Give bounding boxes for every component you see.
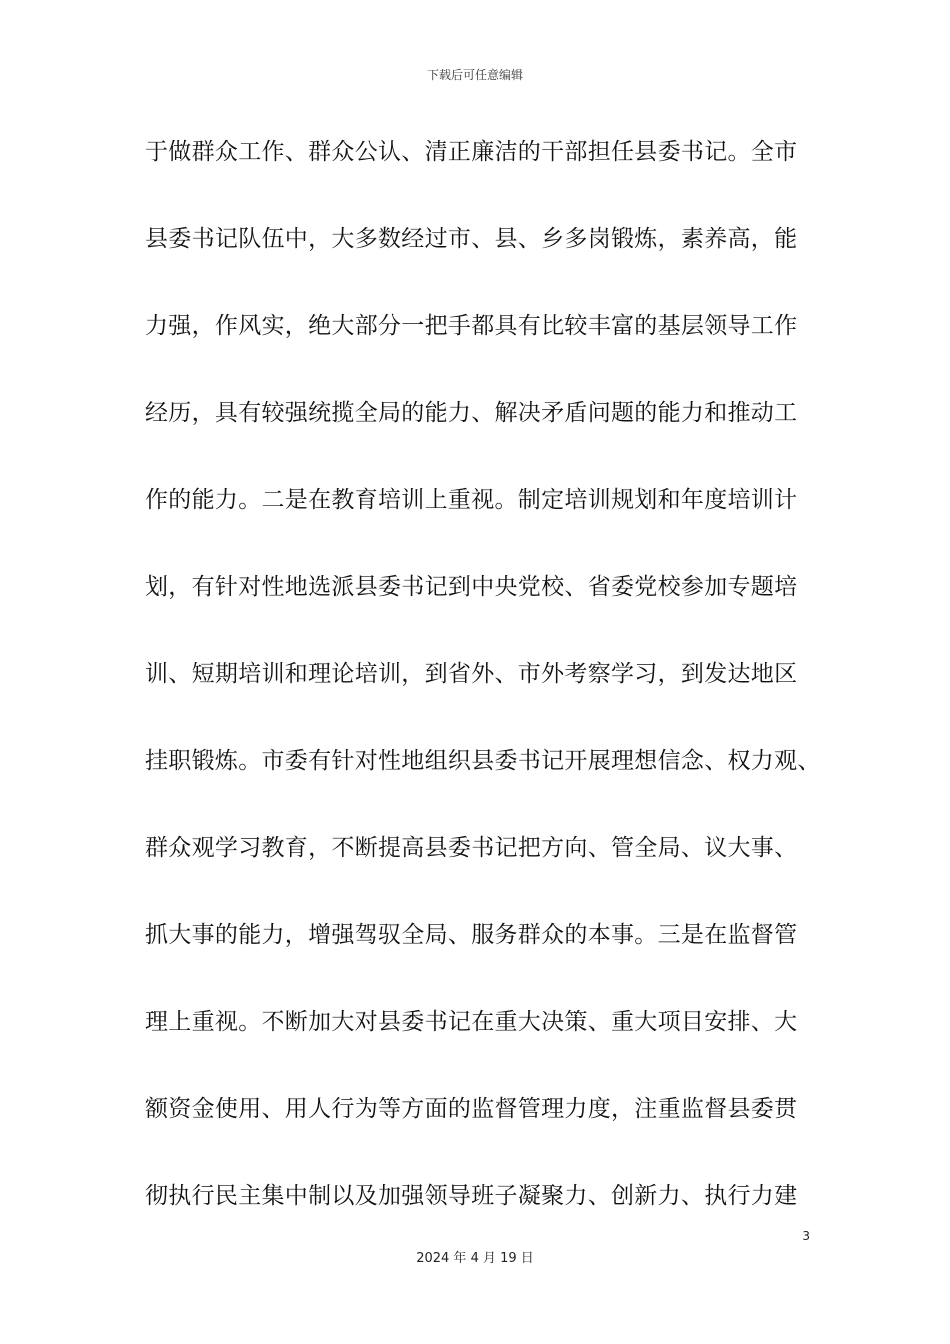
text-line: 经历，具有较强统揽全局的能力、解决矛盾问题的能力和推动工	[145, 400, 798, 426]
text-line: 抓大事的能力，增强驾驭全局、服务群众的本事。三是在监督管	[145, 922, 798, 948]
text-line: 理上重视。不断加大对县委书记在重大决策、重大项目安排、大	[145, 1009, 798, 1035]
text-line: 挂职锻炼。市委有针对性地组织县委书记开展理想信念、权力观、	[145, 748, 821, 774]
text-line: 于做群众工作、群众公认、清正廉洁的干部担任县委书记。全市	[145, 139, 798, 165]
text-line: 训、短期培训和理论培训，到省外、市外考察学习，到发达地区	[145, 661, 798, 687]
text-line: 作的能力。二是在教育培训上重视。制定培训规划和年度培训计	[145, 487, 798, 513]
text-line: 额资金使用、用人行为等方面的监督管理力度，注重监督县委贯	[145, 1096, 798, 1122]
footer-date: 2024 年 4 月 19 日	[416, 1251, 534, 1266]
text-line: 力强，作风实，绝大部分一把手都具有比较丰富的基层领导工作	[145, 313, 798, 339]
text-line: 县委书记队伍中，大多数经过市、县、乡多岗锻炼，素养高，能	[145, 226, 798, 252]
document-body	[145, 130, 825, 1261]
text-line: 划，有针对性地选派县委书记到中央党校、省委党校参加专题培	[145, 574, 798, 600]
page-header-note: 下载后可任意编辑	[426, 68, 523, 82]
text-line: 彻执行民主集中制以及加强领导班子凝聚力、创新力、执行力建	[145, 1183, 798, 1209]
text-line: 群众观学习教育，不断提高县委书记把方向、管全局、议大事、	[145, 835, 798, 861]
page-number: 3	[802, 1229, 810, 1243]
